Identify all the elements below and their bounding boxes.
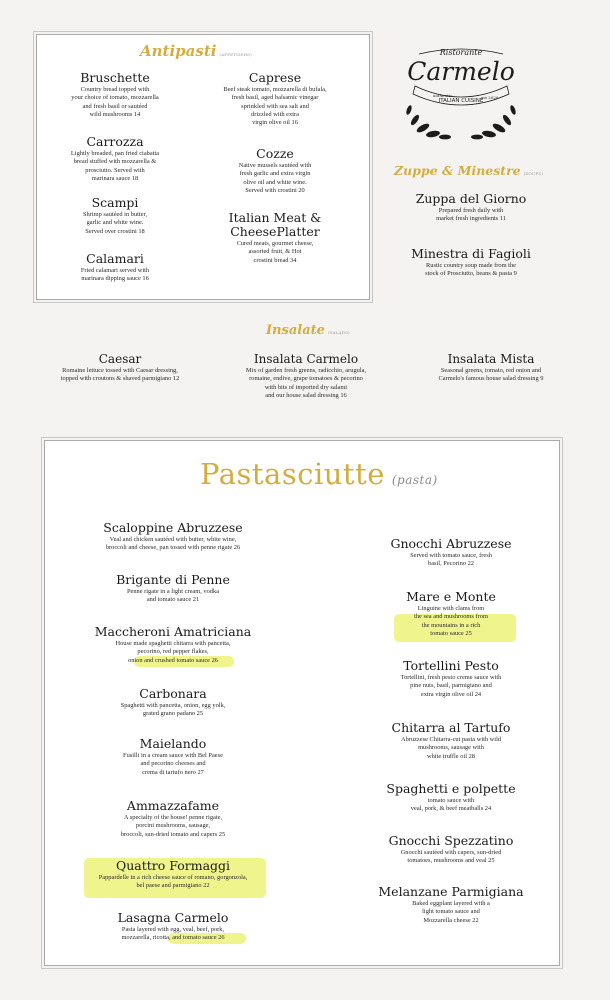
item-name: Ammazzafame	[126, 798, 220, 813]
item-name: Maccheroni Amatriciana	[94, 624, 252, 639]
item-name: Gnocchi Abruzzese	[390, 536, 512, 551]
item-description: Fried calamari served with marinara dipping sauce 16	[80, 267, 150, 283]
menu-item	[196, 147, 354, 195]
item-name: Maielando	[139, 736, 207, 751]
antipasti-title: Antipasti	[140, 42, 217, 60]
insalate-heading	[266, 323, 350, 338]
item-description: Abruzzese Chitarra-cut pasta with wild mushrooms, sausage with white truffle oil 28	[400, 736, 502, 760]
antipasti-heading	[140, 42, 252, 60]
menu-item	[44, 196, 186, 236]
item-name: Mare e Monte	[406, 589, 496, 604]
item-name: Cozze	[256, 146, 294, 161]
item-description: Beef steak tomato, mozzarella di bufala, fresh basil, aged balsamic vinegar sprinkled with sea salt and drizzled with extra virgin olive oil 16	[223, 86, 327, 127]
menu-item	[60, 799, 286, 839]
menu-item	[44, 252, 186, 284]
item-description: Linguine with clams from the sea and mushrooms from the mountains in a rich tomato sauce 25	[414, 605, 488, 637]
item-description: Shrimp sautéed in butter, garlic and white wine. Served over crostini 18	[83, 211, 147, 235]
item-name: Scaloppine Abruzzese	[103, 520, 243, 535]
item-description: Gnocchi sautéed with capers, sun-dried tomatoes, mushrooms and veal 25	[400, 849, 502, 865]
menu-item	[60, 625, 286, 665]
item-name: Scampi	[91, 195, 139, 210]
pasta-title: Pastasciutte	[200, 457, 385, 491]
item-description: Lightly breaded, pan fried ciabatta bread stuffed with mozzarella & prosciutto. Served with marinara sauce 18	[70, 150, 160, 182]
item-description: A specialty of the house! penne rigate, porcini mushrooms, sausage, broccoli, sun-dried tomato and capers 25	[120, 814, 226, 838]
item-description: House made spaghetti chitarra with pancetta, pecorino, red pepper flakes, onion and crushed tomato sauce 26	[115, 640, 231, 664]
item-name: Tortellini Pesto	[403, 658, 499, 673]
menu-item	[386, 192, 556, 224]
menu-item	[356, 659, 546, 699]
item-name: Melanzane Parmigiana	[378, 884, 524, 899]
item-name: Calamari	[86, 251, 144, 266]
insalate-title: Insalate	[266, 323, 325, 338]
item-name: Quattro Formaggi	[115, 858, 231, 873]
insalate-subtitle: (SALADS)	[327, 330, 350, 335]
item-description: Cured meats, gourmet cheese, assorted fruit, & Hot crostini bread 34	[236, 240, 314, 264]
menu-item	[60, 911, 286, 943]
menu-item	[396, 352, 586, 384]
zuppe-title: Zuppe & Minestre	[394, 163, 521, 178]
item-description: Pasta layered with egg, veal, beef, pork, mozzarella, ricotta, and tomato sauce 26	[121, 926, 225, 942]
item-description: Mix of garden fresh greens, radicchio, arugula, romaine, endive, grape tomatoes & pecorino with bits of imported dry salami and our house salad dressing 16	[245, 367, 367, 399]
item-name: Caesar	[98, 352, 142, 366]
item-description: Baked eggplant layered with a light tomato sauce and Mozzarella cheese 22	[412, 900, 490, 924]
menu-item	[356, 721, 546, 761]
menu-item	[44, 71, 186, 119]
item-description: Veal and chicken sautéed with butter, white wine, broccoli and cheese, pan tossed with penne rigate 26	[105, 536, 241, 552]
menu-item	[356, 590, 546, 638]
logo-authentic: authentic	[433, 93, 453, 98]
item-description: tomato sauce with veal, pork, & beef meatballs 24	[410, 797, 492, 813]
item-description: Penne rigate in a light cream, vodka and tomato sauce 21	[126, 588, 220, 604]
menu-item	[60, 687, 286, 719]
item-name: Carbonara	[139, 686, 207, 701]
item-name: Bruschette	[80, 70, 150, 85]
item-name: Spaghetti e polpette	[386, 781, 516, 796]
logo-est: est 2020	[481, 95, 499, 100]
menu-item	[196, 71, 354, 127]
menu-item	[216, 352, 396, 400]
item-name: Zuppa del Giorno	[415, 191, 527, 206]
pasta-heading	[200, 457, 438, 491]
menu-item	[356, 782, 546, 814]
item-description: Romaine lettuce tossed with Caesar dressing, topped with croutons & shaved parmigiano 12	[60, 367, 180, 383]
item-name: Insalata Mista	[447, 352, 535, 366]
menu-item	[356, 537, 546, 569]
menu-item	[60, 521, 286, 553]
item-description: Native mussels sautéed with fresh garlic and extra virgin olive oil and white wine. Served with crostini 20	[238, 162, 312, 194]
item-description: Tortellini, fresh pesto creme sauce with pine nuts, basil, parmigiano and extra virgin olive oil 24	[400, 674, 502, 698]
menu-item	[196, 211, 354, 265]
zuppe-subtitle: (SOUPS)	[523, 171, 543, 176]
carmelo-logo	[395, 42, 527, 142]
menu-item	[356, 885, 546, 925]
item-description: Country bread topped with your choice of tomato, mozzarella and fresh basil or sautéed wild mushrooms 14	[71, 86, 159, 118]
item-description: Served with tomato sauce, fresh basil, Pecorino 22	[410, 552, 492, 568]
item-description: Rustic country soup made from the stock of Prosciutto, beans & pasta 9	[425, 262, 517, 278]
item-name: Caprese	[248, 70, 302, 85]
item-description: Seasonal greens, tomato, red onion and Carmelo's famous house salad dressing 9	[438, 367, 544, 383]
logo-cuisine: ITALIAN CUISINE	[438, 98, 484, 104]
menu-item	[60, 737, 286, 777]
item-description: Prepared fresh daily with market fresh ingredients 11	[436, 207, 506, 223]
menu-item	[386, 247, 556, 279]
antipasti-subtitle: (APPETIZERS)	[219, 52, 252, 57]
item-name: Insalata Carmelo	[253, 352, 359, 366]
item-name: Italian Meat & CheesePlatter	[228, 210, 322, 239]
item-name: Minestra di Fagioli	[411, 246, 531, 261]
menu-item	[44, 135, 186, 183]
item-description: Pappardelle in a rich cheese sauce of romano, gorgonzola, bel paese and parmigiano 22	[98, 874, 248, 890]
menu-item	[60, 859, 286, 891]
item-name: Brigante di Penne	[116, 572, 230, 587]
logo-name: Carmelo	[407, 57, 515, 86]
logo-top-text: Ristorante	[439, 48, 483, 57]
item-name: Lasagna Carmelo	[117, 910, 229, 925]
pasta-subtitle: (pasta)	[391, 473, 438, 487]
item-description: Spaghetti with pancetta, onion, egg yolk, grated grano padano 25	[120, 702, 226, 718]
item-name: Chitarra al Tartufo	[391, 720, 511, 735]
item-name: Gnocchi Spezzatino	[388, 833, 514, 848]
item-description: Fusilli in a cream sauce with Bel Paese and pecorino cheeses and crema di tartufo nero 27	[123, 752, 223, 776]
menu-item	[60, 573, 286, 605]
item-name: Carrozza	[86, 134, 144, 149]
menu-item	[356, 834, 546, 866]
zuppe-heading	[394, 163, 543, 178]
menu-item	[22, 352, 218, 384]
